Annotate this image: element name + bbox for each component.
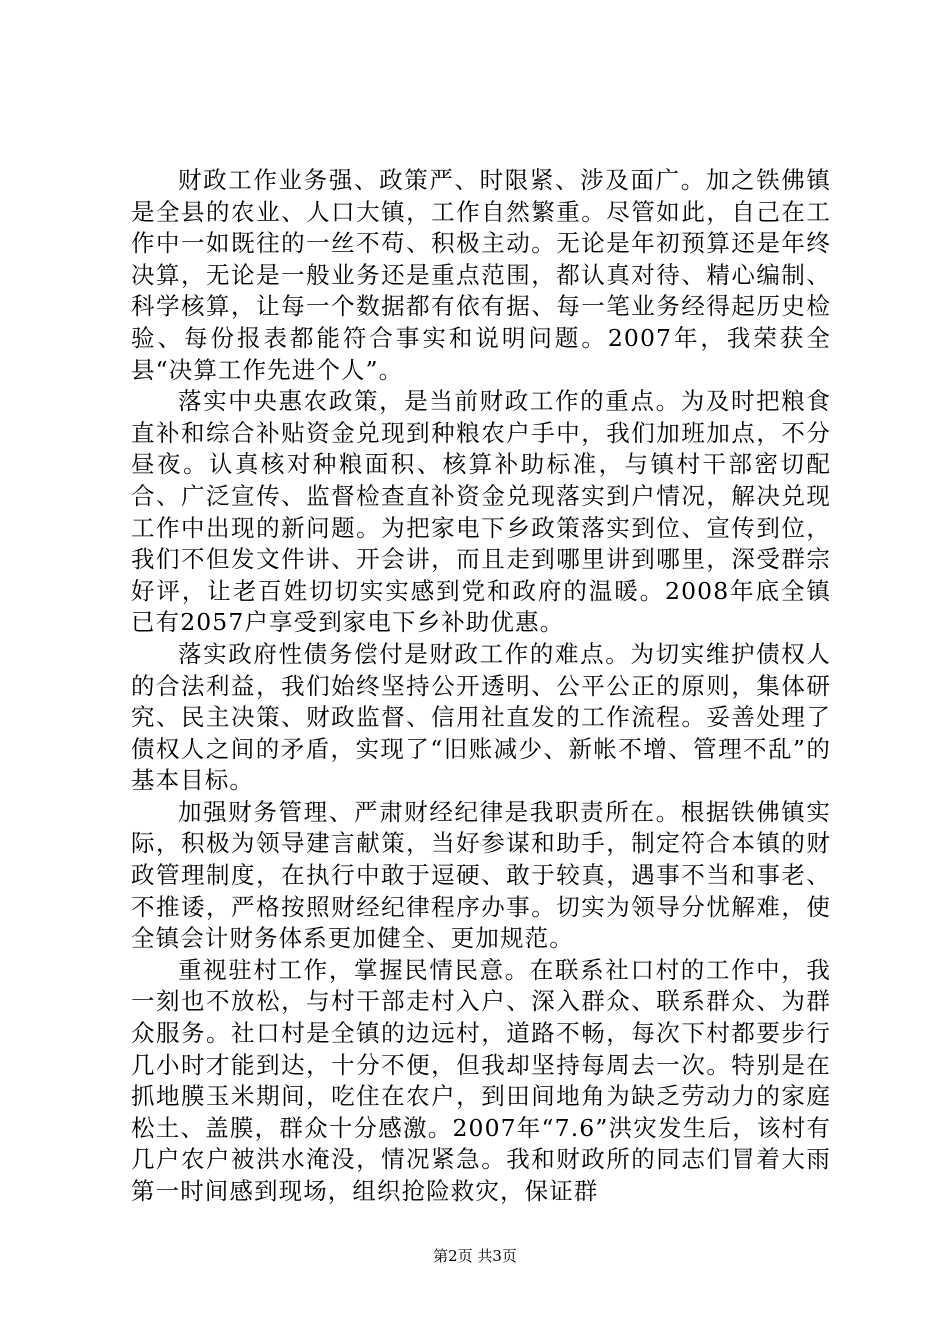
paragraph-4: 加强财务管理、严肃财经纪律是我职责所在。根据铁佛镇实际，积极为领导建言献策，当好参谋和助手，制定符合本镇的财政管理制度，在执行中敢于逗硬、敢于较真，遇事不当和事老、不推诿，严格按照财经纪律程序办事。切实为领导分忧解难，使全镇会计财务体系更加健全、更加规范。 bbox=[131, 797, 831, 953]
document-body bbox=[131, 165, 831, 1208]
paragraph-3: 落实政府性债务偿付是财政工作的难点。为切实维护债权人的合法利益，我们始终坚持公开透明、公平公正的原则，集体研究、民主决策、财政监督、信用社直发的工作流程。妥善处理了债权人之间的矛盾，实现了“旧账减少、新帐不增、管理不乱”的基本目标。 bbox=[131, 639, 831, 795]
paragraph-2: 落实中央惠农政策，是当前财政工作的重点。为及时把粮食直补和综合补贴资金兑现到种粮农户手中，我们加班加点，不分昼夜。认真核对种粮面积、核算补助标准，与镇村干部密切配合、广泛宣传、监督检查直补资金兑现落实到户情况，解决兑现工作中出现的新问题。为把家电下乡政策落实到位、宣传到位，我们不但发文件讲、开会讲，而且走到哪里讲到哪里，深受群宗好评，让老百姓切切实实感到党和政府的温暖。2008年底全镇已有2057户享受到家电下乡补助优惠。 bbox=[131, 387, 831, 637]
paragraph-5: 重视驻村工作，掌握民情民意。在联系社口村的工作中，我一刻也不放松，与村干部走村入户、深入群众、联系群众、为群众服务。社口村是全镇的边远村，道路不畅，每次下村都要步行几小时才能到达，十分不便，但我却坚持每周去一次。特别是在抓地膜玉米期间，吃住在农户，到田间地角为缺乏劳动力的家庭松土、盖膜，群众十分感激。2007年“7.6”洪灾发生后，该村有几户农户被洪水淹没，情况紧急。我和财政所的同志们冒着大雨第一时间感到现场，组织抢险救灾，保证群 bbox=[131, 955, 831, 1205]
page-number-footer: 第2页 共3页 bbox=[433, 1247, 517, 1265]
paragraph-1: 财政工作业务强、政策严、时限紧、涉及面广。加之铁佛镇是全县的农业、人口大镇，工作自然繁重。尽管如此，自己在工作中一如既往的一丝不苟、积极主动。无论是年初预算还是年终决算，无论是一般业务还是重点范围，都认真对待、精心编制、科学核算，让每一个数据都有依有据、每一笔业务经得起历史检验、每份报表都能符合事实和说明问题。2007年，我荣获全县“决算工作先进个人”。 bbox=[131, 166, 831, 384]
